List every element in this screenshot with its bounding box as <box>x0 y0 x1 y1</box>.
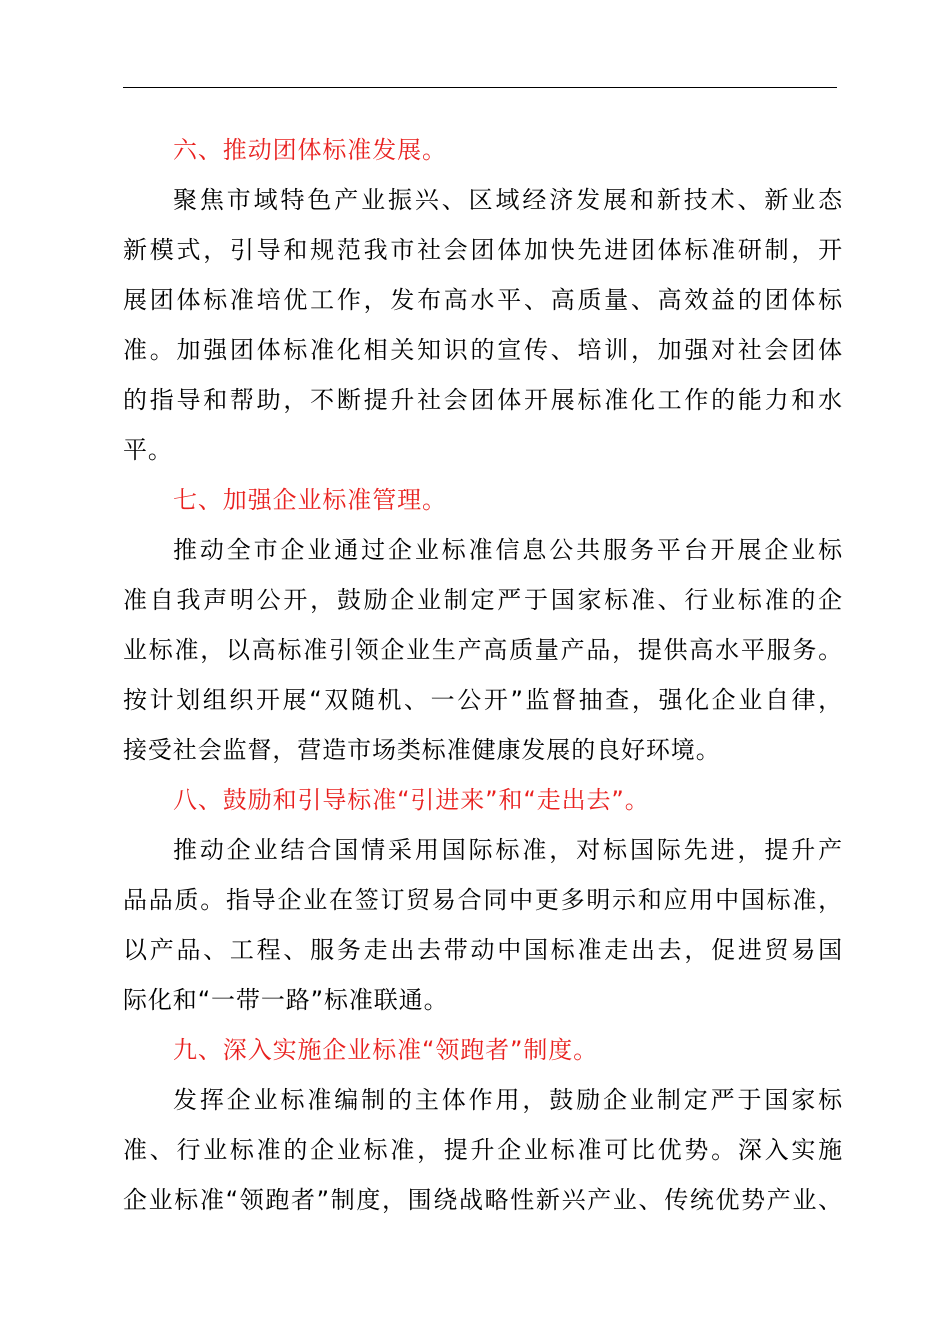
paragraph-line: 展团体标准培优工作，发布高水平、高质量、高效益的团体标 <box>123 286 843 314</box>
paragraph-line: 聚焦市域特色产业振兴、区域经济发展和新技术、新业态 <box>173 186 843 214</box>
section-heading-8: 八、鼓励和引导标准“引进来”和“走出去”。 <box>173 786 650 814</box>
paragraph-line: 企业标准“领跑者”制度，围绕战略性新兴产业、传统优势产业、 <box>123 1186 843 1214</box>
paragraph-line: 以产品、工程、服务走出去带动中国标准走出去，促进贸易国 <box>123 936 843 964</box>
paragraph-line: 接受社会监督，营造市场类标准健康发展的良好环境。 <box>123 736 721 764</box>
header-rule <box>123 87 837 88</box>
paragraph-line: 发挥企业标准编制的主体作用，鼓励企业制定严于国家标 <box>173 1086 843 1114</box>
section-heading-6: 六、推动团体标准发展。 <box>173 136 447 164</box>
document-body <box>123 125 843 1225</box>
paragraph-line: 准。加强团体标准化相关知识的宣传、培训，加强对社会团体 <box>123 336 843 364</box>
paragraph-line: 推动企业结合国情采用国际标准，对标国际先进，提升产 <box>173 836 843 864</box>
paragraph-line: 准、行业标准的企业标准，提升企业标准可比优势。深入实施 <box>123 1136 843 1164</box>
paragraph-line: 推动全市企业通过企业标准信息公共服务平台开展企业标 <box>173 536 843 564</box>
paragraph-line: 品品质。指导企业在签订贸易合同中更多明示和应用中国标准， <box>123 886 843 914</box>
paragraph-line: 的指导和帮助，不断提升社会团体开展标准化工作的能力和水 <box>123 386 843 414</box>
paragraph-line: 按计划组织开展“双随机、一公开”监督抽查，强化企业自律， <box>123 686 843 714</box>
paragraph-line: 际化和“一带一路”标准联通。 <box>123 986 449 1014</box>
paragraph-line: 准自我声明公开，鼓励企业制定严于国家标准、行业标准的企 <box>123 586 843 614</box>
section-heading-9: 九、深入实施企业标准“领跑者”制度。 <box>173 1036 599 1064</box>
section-heading-7: 七、加强企业标准管理。 <box>173 486 447 514</box>
paragraph-line: 业标准，以高标准引领企业生产高质量产品，提供高水平服务。 <box>123 636 843 664</box>
paragraph-line: 新模式，引导和规范我市社会团体加快先进团体标准研制，开 <box>123 236 843 264</box>
paragraph-line: 平。 <box>123 436 173 464</box>
